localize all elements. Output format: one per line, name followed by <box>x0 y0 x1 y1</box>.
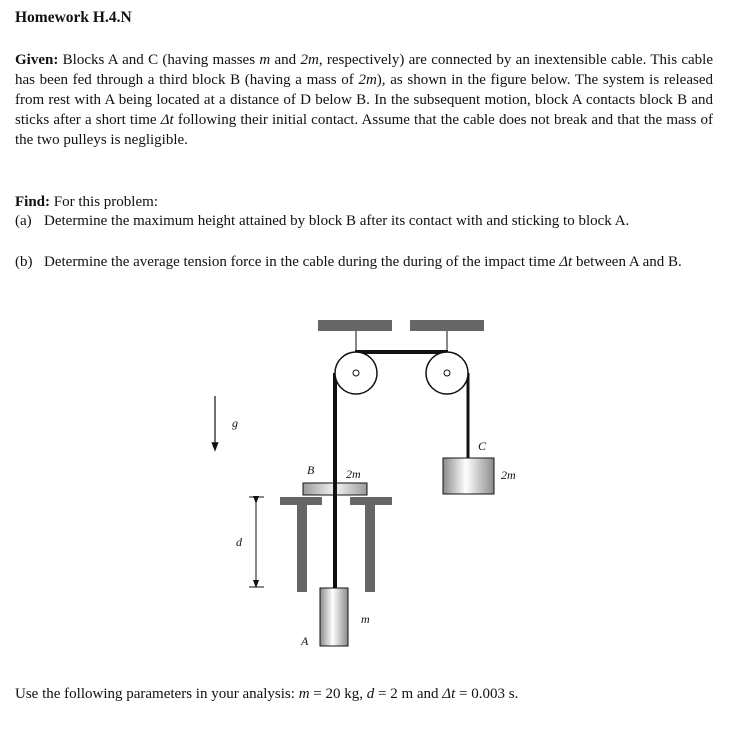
given-text-5: following their initial contact. Assume that the cable does not break and that the mass of the two pulleys is negligible. <box>15 112 714 148</box>
find-intro: For this problem: <box>50 194 158 210</box>
pulley-left-axle <box>353 370 359 376</box>
given-text-4: ), as shown in the figure below. The system is released from rest with A being located at a distance of D below B. In the subsequent motion, block A contacts block B and sticks after a short time <box>15 72 713 128</box>
given-text-3: , respectively) are connected by an inextensible cable. This cable has been fed through a third block B (having a mass of <box>15 52 713 88</box>
block-c-label: C <box>478 439 487 453</box>
block-b-mass: 2m <box>346 467 361 481</box>
params-dt-symbol: Δt <box>442 686 456 702</box>
gravity-label: g <box>232 416 238 430</box>
rail-right-post <box>365 497 375 592</box>
given-math-2m-b: 2m <box>358 72 377 88</box>
given-text-1: Blocks A and C (having masses <box>58 52 260 68</box>
find-label: Find: <box>15 194 51 210</box>
block-b-label: B <box>307 463 315 477</box>
ceiling-support-left <box>318 320 392 331</box>
given-math-m: m <box>259 52 271 68</box>
problem-title: Homework H.4.N <box>15 9 132 26</box>
find-item-b-math: Δt <box>559 254 573 270</box>
find-item-a-label: (a) <box>15 213 32 229</box>
block-a-label: A <box>301 634 309 648</box>
params-d-value: = 2 m and <box>374 686 443 702</box>
params-dt-value: = 0.003 s. <box>455 686 519 702</box>
block-c <box>443 458 494 494</box>
given-text-2: and <box>270 52 301 68</box>
given-label: Given: <box>15 52 59 68</box>
given-math-dt: Δt <box>160 112 174 128</box>
block-a <box>320 588 348 646</box>
pulley-right-axle <box>444 370 450 376</box>
find-item-b-text-pre: Determine the average tension force in the cable during the during of the impact time <box>44 254 560 270</box>
given-math-2m: 2m <box>300 52 319 68</box>
find-item-b-label: (b) <box>15 254 33 270</box>
parameters-line <box>15 684 518 704</box>
block-a-mass: m <box>361 612 370 626</box>
params-m-value: = 20 kg, <box>309 686 367 702</box>
params-m-symbol: m <box>298 686 310 702</box>
block-c-mass: 2m <box>501 468 516 482</box>
ceiling-support-right <box>410 320 484 331</box>
rail-left-post <box>297 497 307 592</box>
params-d-symbol: d <box>366 686 375 702</box>
find-item-b-text-post: between A and B. <box>572 254 682 270</box>
find-item-a-text: Determine the maximum height attained by block B after its contact with and sticking to block A. <box>44 213 630 229</box>
distance-label: d <box>236 535 242 549</box>
params-intro: Use the following parameters in your analysis: <box>15 686 299 702</box>
